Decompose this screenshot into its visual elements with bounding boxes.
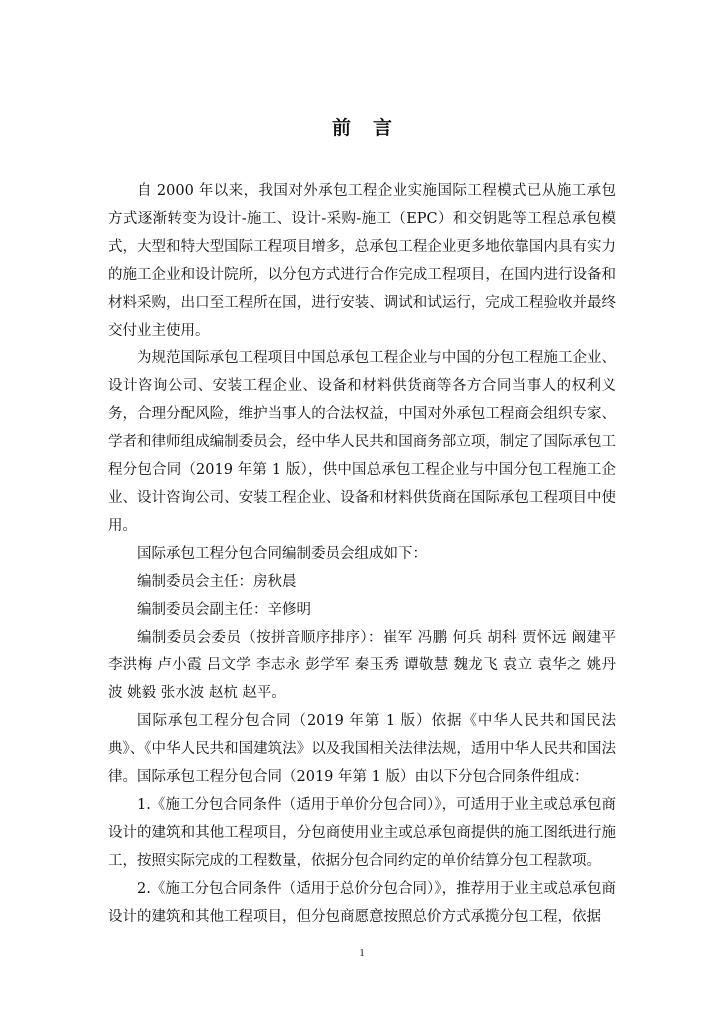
paragraph: 2.《施工分包合同条件（适用于总价分包合同）》，推荐用于业主或总承包商设计的建筑和其他工程项目，但分包商愿意按照总价方式承揽分包工程，依据 xyxy=(108,880,616,925)
page-number: 1 xyxy=(359,947,365,959)
paragraph: 编制委员会主任：房秋晨 xyxy=(137,573,297,590)
paragraph: 编制委员会委员（按拼音顺序排序）：崔军 冯鹏 何兵 胡科 贾怀远 阚建平 李洪梅 卢小霞 吕文学 李志永 彭学军 秦玉秀 谭敬慧 魏龙飞 袁立 袁华之 姚丹波 姚毅 张水波 赵杭 赵平。 xyxy=(108,629,616,702)
paragraph: 国际承包工程分包合同（2019 年第 1 版）依据《中华人民共和国民法典》、《中华人民共和国建筑法》以及我国相关法律法规，适用中华人民共和国法律。国际承包工程分包合同（2019 年第 1 版）由以下分包合同条件组成： xyxy=(108,713,616,786)
paragraph: 编制委员会副主任：辛修明 xyxy=(137,601,311,618)
paragraph: 1.《施工分包合同条件（适用于单价分包合同）》，可适用于业主或总承包商设计的建筑和其他工程项目，分包商使用业主或总承包商提供的施工图纸进行施工，按照实际完成的工程数量，依据分包合同约定的单价结算分包工程款项。 xyxy=(108,796,616,869)
page-title: 前言 xyxy=(331,117,414,139)
paragraph: 自 2000 年以来，我国对外承包工程企业实施国际工程模式已从施工承包方式逐渐转变为设计-施工、设计-采购-施工（EPC）和交钥匙等工程总承包模式，大型和特大型国际工程项目增多，总承包工程企业更多地依靠国内具有实力的施工企业和设计院所，以分包方式进行合作完成工程项目，在国内进行设备和材料采购，出口至工程所在国，进行安装、调试和试运行，完成工程验收并最终交付业主使用。 xyxy=(108,183,616,339)
paragraph: 国际承包工程分包合同编制委员会组成如下： xyxy=(137,545,427,562)
paragraph: 为规范国际承包工程项目中国总承包工程企业与中国的分包工程施工企业、设计咨询公司、安装工程企业、设备和材料供货商等各方合同当事人的权利义务，合理分配风险，维护当事人的合法权益，中国对外承包工程商会组织专家、学者和律师组成编制委员会，经中华人民共和国商务部立项，制定了国际承包工程分包合同（2019 年第 1 版），供中国总承包工程企业与中国分包工程施工企业、设计咨询公司、安装工程企业、设备和材料供货商在国际承包工程项目中使用。 xyxy=(108,350,616,534)
body-text xyxy=(108,178,616,931)
